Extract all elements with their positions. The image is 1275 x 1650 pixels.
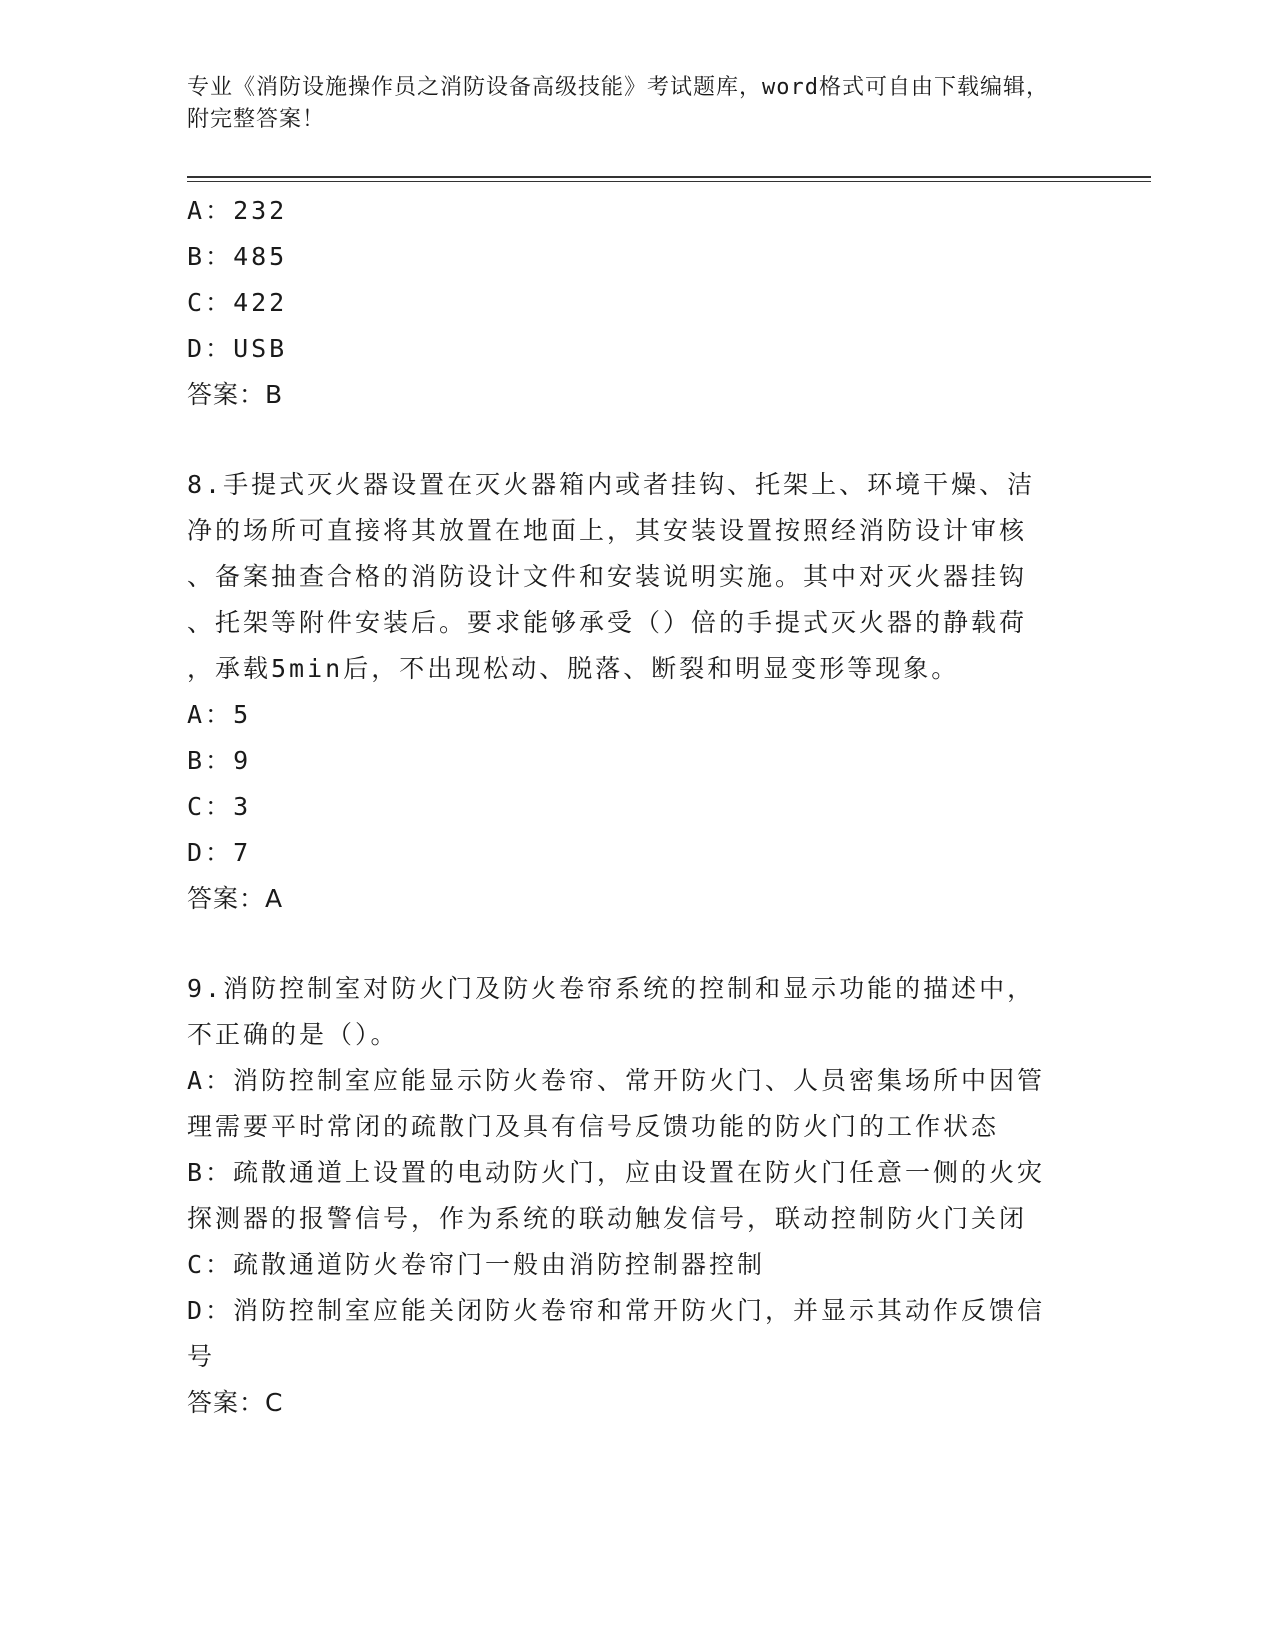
answer: 答案：C — [187, 1388, 284, 1417]
question-7 — [187, 188, 1067, 418]
header-divider — [187, 176, 1151, 178]
answer: 答案：B — [187, 380, 284, 409]
question-text-line: 不正确的是（）。 — [187, 1020, 399, 1049]
question-8 — [187, 462, 1067, 922]
option-d-line: 号 — [187, 1342, 216, 1371]
question-content — [187, 188, 1067, 1426]
option-c-line: C：疏散通道防火卷帘门一般由消防控制器控制 — [187, 1250, 766, 1279]
option-a-line: A：消防控制室应能显示防火卷帘、常开防火门、人员密集场所中因管 — [187, 1066, 1046, 1095]
option-a: A：5 — [187, 700, 252, 729]
option-d: D：USB — [187, 334, 288, 363]
question-text-line: 、备案抽查合格的消防设计文件和安装说明实施。其中对灭火器挂钩 — [187, 562, 1028, 591]
option-b: B：485 — [187, 242, 288, 271]
option-c: C：3 — [187, 792, 252, 821]
question-text-line: 净的场所可直接将其放置在地面上，其安装设置按照经消防设计审核 — [187, 516, 1028, 545]
option-b: B：9 — [187, 746, 252, 775]
option-b-line: 探测器的报警信号，作为系统的联动触发信号，联动控制防火门关闭 — [187, 1204, 1028, 1233]
question-text-line: 8.手提式灭火器设置在灭火器箱内或者挂钩、托架上、环境干燥、洁 — [187, 470, 1036, 499]
question-9 — [187, 966, 1067, 1426]
option-a: A：232 — [187, 196, 288, 225]
option-d: D：7 — [187, 838, 252, 867]
option-a-line: 理需要平时常闭的疏散门及具有信号反馈功能的防火门的工作状态 — [187, 1112, 1000, 1141]
answer: 答案：A — [187, 884, 284, 913]
option-d-line: D：消防控制室应能关闭防火卷帘和常开防火门，并显示其动作反馈信 — [187, 1296, 1046, 1325]
question-text-line: ，承载5min后，不出现松动、脱落、断裂和明显变形等现象。 — [187, 654, 960, 683]
header-title: 专业《消防设施操作员之消防设备高级技能》考试题库，word格式可自由下载编辑，附完整答案！ — [187, 75, 1049, 132]
option-b-line: B：疏散通道上设置的电动防火门，应由设置在防火门任意一侧的火灾 — [187, 1158, 1046, 1187]
question-text-line: 、托架等附件安装后。要求能够承受（）倍的手提式灭火器的静载荷 — [187, 608, 1028, 637]
document-header — [187, 72, 1067, 136]
option-c: C：422 — [187, 288, 288, 317]
question-text-line: 9.消防控制室对防火门及防火卷帘系统的控制和显示功能的描述中， — [187, 974, 1036, 1003]
header-divider-thin — [187, 181, 1151, 182]
